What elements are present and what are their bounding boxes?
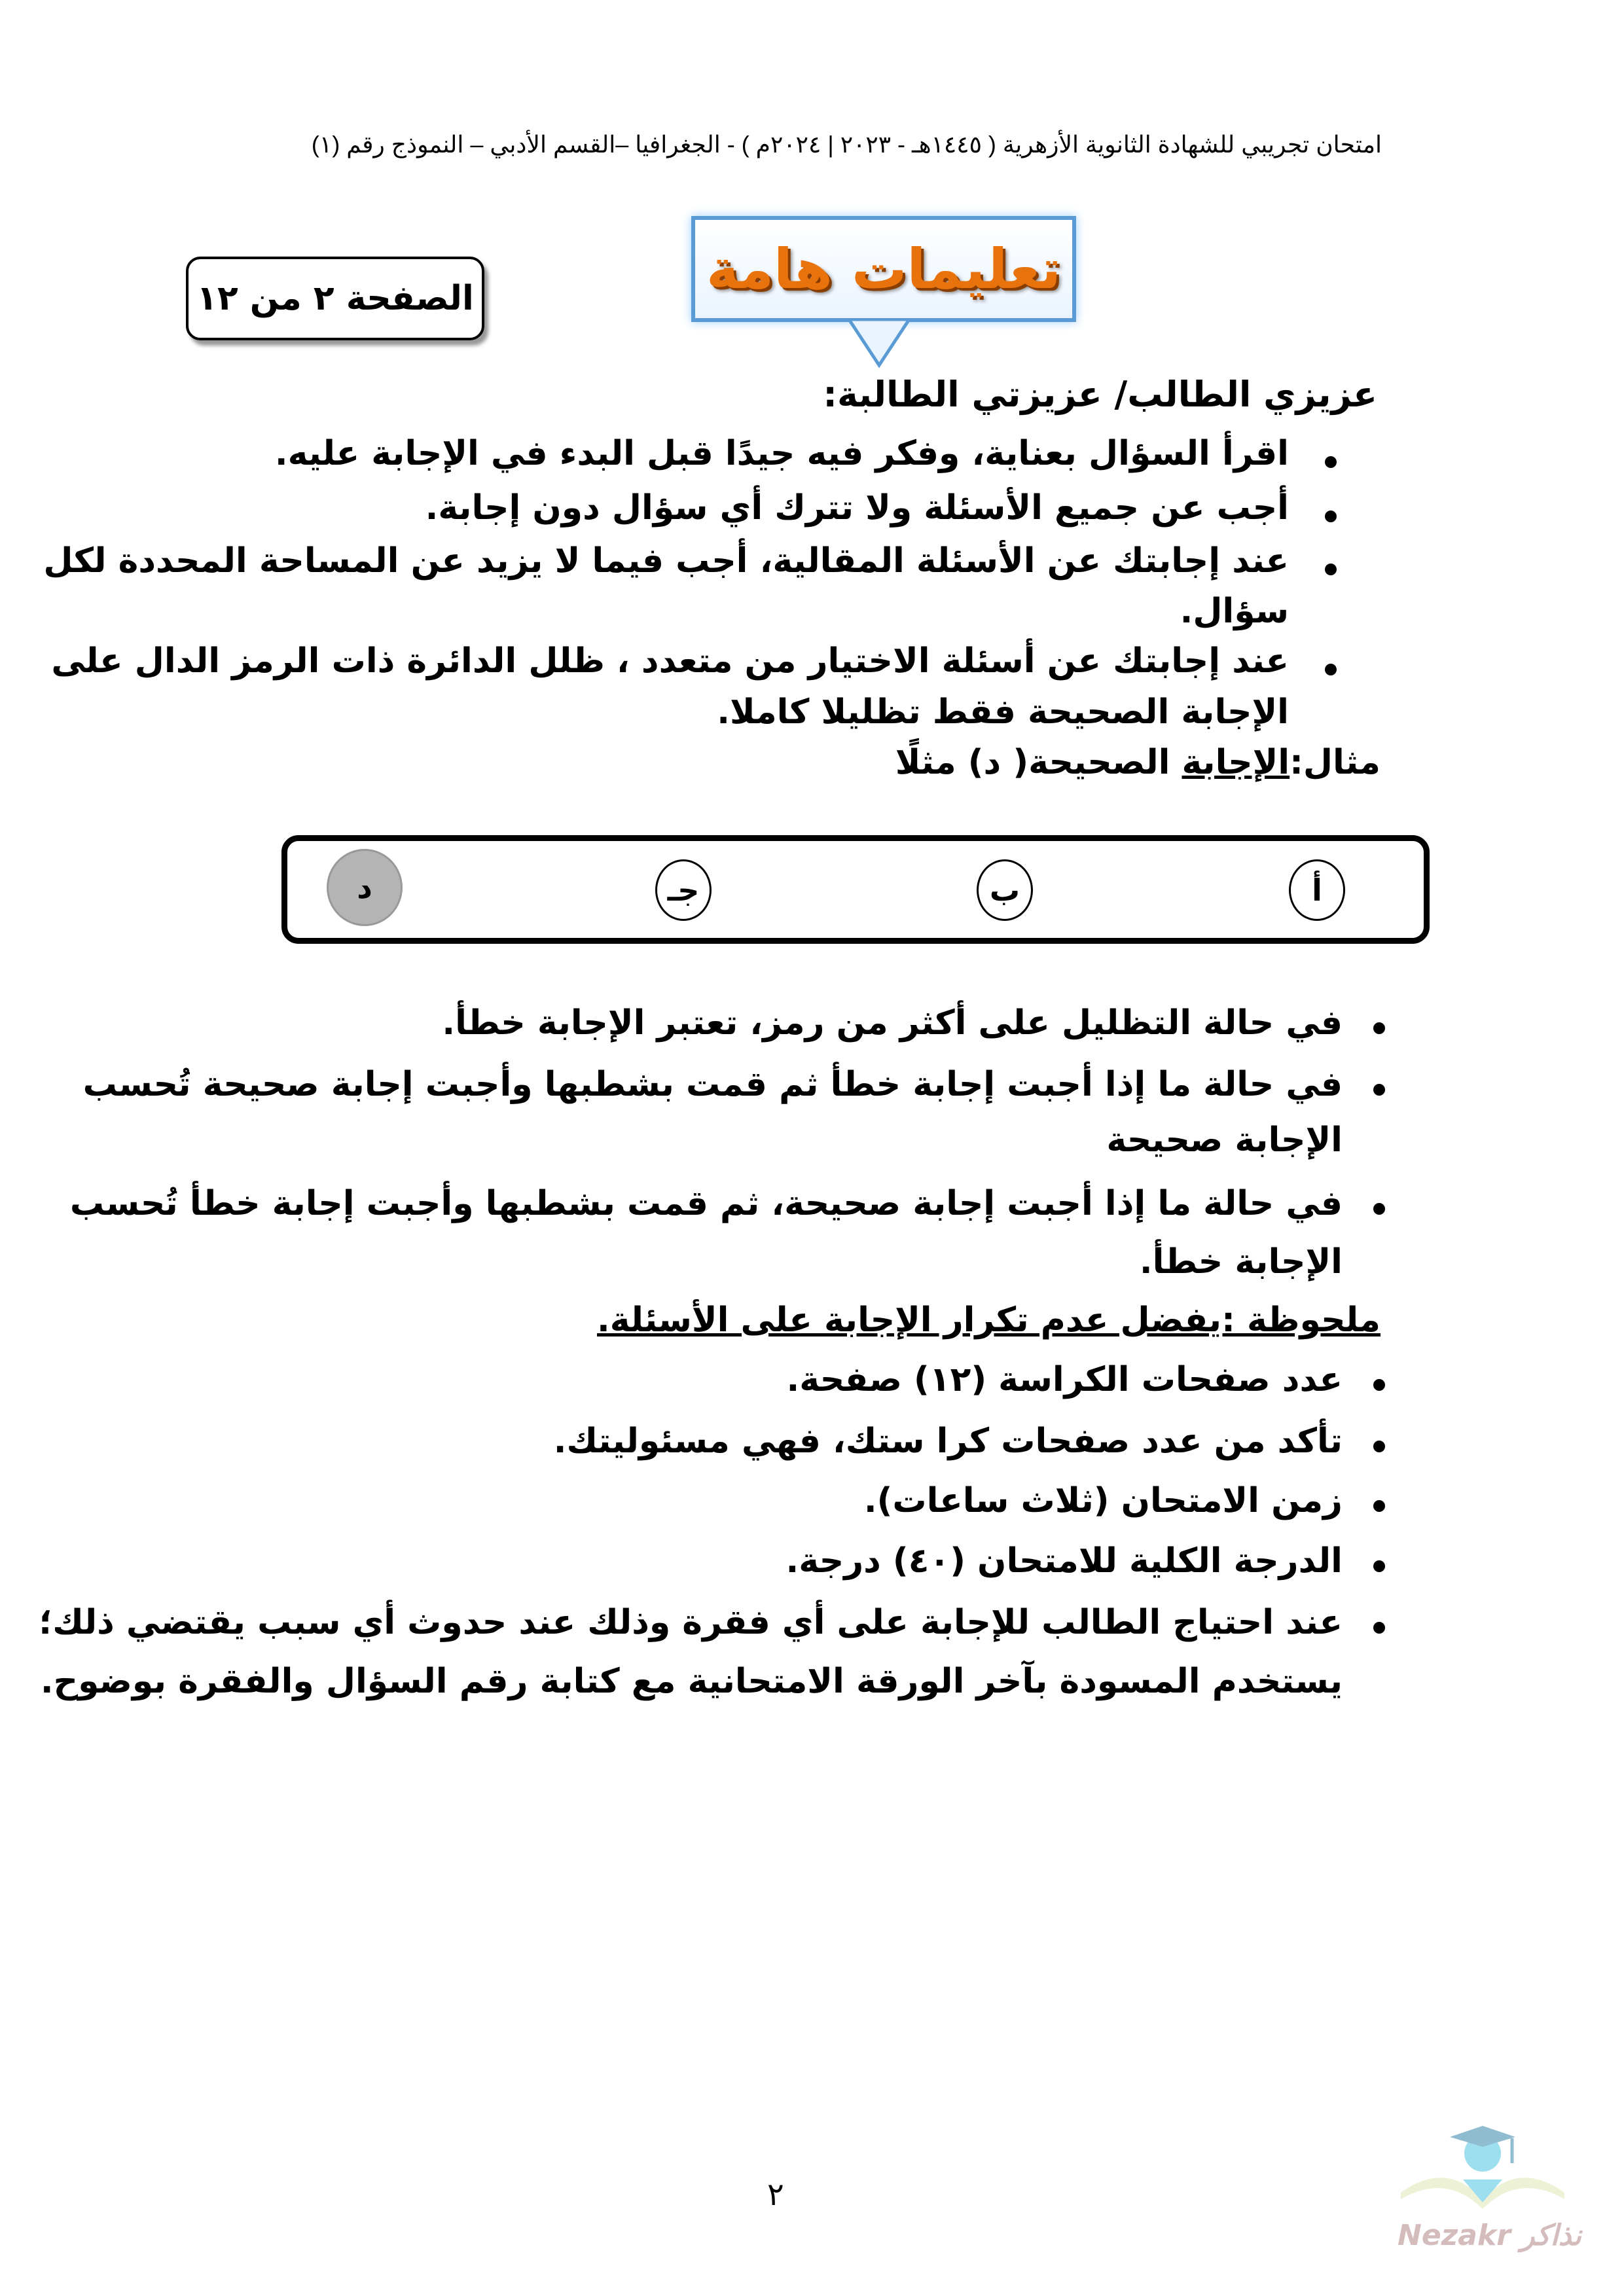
instruction: سؤال.: [1180, 592, 1289, 631]
instruction: اقرأ السؤال بعناية، وفكر فيه جيدًا قبل البدء في الإجابة عليه.: [274, 434, 1289, 473]
instruction: الدرجة الكلية للامتحان (٤٠) درجة.: [785, 1541, 1343, 1581]
instruction: في حالة ما إذا أجبت إجابة خطأ ثم قمت بشطبها وأجبت إجابة صحيحة تُحسب: [82, 1065, 1343, 1104]
page-number: ٢: [767, 2178, 784, 2212]
title: تعليمات هامة: [706, 237, 1061, 301]
answer-options-box: [281, 835, 1430, 944]
bullet: [1373, 1084, 1385, 1096]
bullet: [1325, 511, 1337, 522]
bullet: [1373, 1379, 1385, 1391]
example-line: [895, 740, 1380, 785]
graduate-book-icon: [1388, 2121, 1578, 2219]
instruction: عدد صفحات الكراسة (١٢) صفحة.: [786, 1360, 1343, 1399]
bullet: [1373, 1500, 1385, 1512]
title-banner: [691, 216, 1076, 322]
option-b[interactable]: ب: [977, 859, 1033, 921]
instruction: عند إجابتك عن أسئلة الاختيار من متعدد ، ظلل الدائرة ذات الرمز الدال على: [51, 641, 1289, 681]
arrow-down-icon: [840, 319, 918, 372]
option-c[interactable]: جـ: [655, 859, 712, 921]
instruction: زمن الامتحان (ثلاث ساعات).: [863, 1481, 1343, 1520]
instruction: الإجابة صحيحة: [1106, 1121, 1343, 1160]
example-underlined: الإجابة: [1182, 743, 1290, 782]
bullet: [1325, 456, 1337, 468]
page-label: الصفحة ٢ من ١٢: [196, 279, 474, 318]
bullet: [1373, 1441, 1385, 1452]
logo-text: Nezakr نذاكر: [1398, 2219, 1582, 2252]
instruction: في حالة التظليل على أكثر من رمز، تعتبر الإجابة خطأ.: [442, 1003, 1343, 1043]
note: ملحوظة :يفضل عدم تكرار الإجابة على الأسئلة.: [597, 1300, 1380, 1340]
instruction: الإجابة الصحيحة فقط تظليلا كاملا.: [717, 692, 1289, 732]
instruction: تأكد من عدد صفحات كرا ستك، فهي مسئوليتك.: [553, 1422, 1343, 1461]
bullet: [1325, 664, 1337, 675]
instruction: يستخدم المسودة بآخر الورقة الامتحانية مع كتابة رقم السؤال والفقرة بوضوح.: [40, 1662, 1343, 1701]
bullet: [1325, 564, 1337, 575]
nezakr-logo: [1388, 2121, 1582, 2265]
greeting: عزيزي الطالب/ عزيزتي الطالبة:: [823, 374, 1377, 415]
exam-header: امتحان تجريبي للشهادة الثانوية الأزهرية ( ١٤٤٥هـ - ٢٠٢٣ | ٢٠٢٤م ) - الجغرافيا –القسم الأدبي – النموذج رقم (١): [311, 131, 1382, 158]
page-label-box: [186, 257, 484, 340]
instruction: أجب عن جميع الأسئلة ولا تترك أي سؤال دون إجابة.: [425, 488, 1289, 528]
instruction: في حالة ما إذا أجبت إجابة صحيحة، ثم قمت بشطبها وأجبت إجابة خطأ تُحسب: [69, 1184, 1343, 1223]
example-prefix: مثال:: [1290, 743, 1380, 782]
bullet: [1373, 1622, 1385, 1634]
instruction: عند احتياج الطالب للإجابة على أي فقرة وذلك عند حدوث أي سبب يقتضي ذلك؛: [39, 1603, 1343, 1642]
example-rest: الصحيحة( د) مثلًا: [895, 743, 1182, 782]
instruction: عند إجابتك عن الأسئلة المقالية، أجب فيما لا يزيد عن المساحة المحددة لكل: [43, 541, 1289, 581]
option-d-selected[interactable]: د: [327, 849, 403, 926]
bullet: [1373, 1022, 1385, 1034]
bullet: [1373, 1560, 1385, 1572]
bullet: [1373, 1203, 1385, 1215]
option-a[interactable]: أ: [1289, 859, 1345, 921]
instruction: الإجابة خطأ.: [1139, 1242, 1343, 1282]
